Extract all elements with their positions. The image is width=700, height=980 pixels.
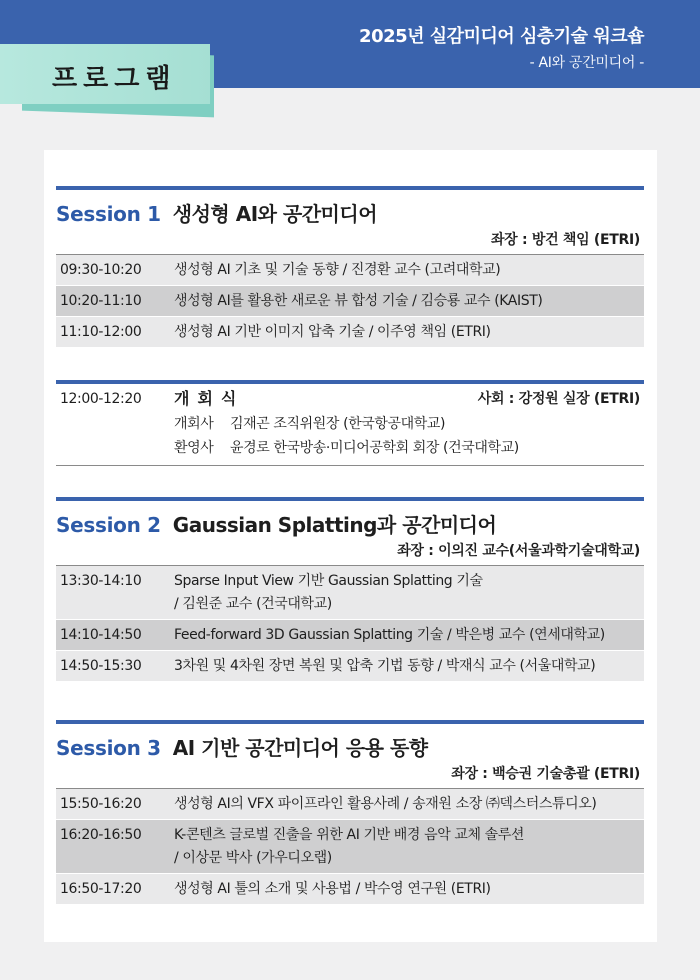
talk-row — [56, 286, 644, 317]
workshop-subtitle: - AI와 공간미디어 - — [529, 55, 644, 71]
talk-desc: 3차원 및 4차원 장면 복원 및 압축 기법 동향 / 박재식 교수 (서울대학교) — [174, 658, 596, 674]
session-rule — [56, 720, 644, 724]
talk-time: 14:50-15:30 — [60, 658, 142, 674]
program-card — [44, 150, 657, 942]
program-label: 프로그램 — [52, 64, 177, 94]
talk-list — [56, 254, 644, 348]
speech-row — [56, 436, 644, 460]
talk-list — [56, 788, 644, 905]
session-rule — [56, 186, 644, 190]
talk-desc: 생성형 AI 기초 및 기술 동향 / 진경환 교수 (고려대학교) — [174, 262, 501, 278]
session-header — [56, 509, 644, 539]
talk-time: 09:30-10:20 — [60, 262, 142, 278]
talk-desc: 생성형 AI 툴의 소개 및 사용법 / 박수영 연구원 (ETRI) — [174, 881, 491, 897]
talk-desc — [174, 570, 644, 619]
talk-desc: 생성형 AI의 VFX 파이프라인 활용사례 / 송재원 소장 ㈜덱스터스튜디오) — [174, 796, 597, 812]
speech-row — [56, 412, 644, 436]
talk-row — [56, 789, 644, 820]
session-2 — [56, 497, 644, 682]
talk-row — [56, 651, 644, 682]
talk-desc-line: / 이상문 박사 (가우디오랩) — [174, 850, 332, 866]
session-3 — [56, 720, 644, 905]
session-1 — [56, 186, 644, 348]
opening-title: 개회식 — [174, 389, 245, 408]
speech-speaker: 윤경로 한국방송·미디어공학회 회장 (건국대학교) — [230, 440, 519, 456]
session-title: Gaussian Splatting과 공간미디어 — [172, 513, 497, 537]
speech-speaker: 김재곤 조직위원장 (한국항공대학교) — [230, 416, 446, 432]
session-title: 생성형 AI와 공간미디어 — [172, 202, 378, 226]
opening-ceremony — [56, 380, 644, 466]
opening-time: 12:00-12:20 — [60, 391, 142, 407]
talk-time: 16:50-17:20 — [60, 881, 142, 897]
talk-row — [56, 820, 644, 874]
talk-desc: 생성형 AI 기반 이미지 압축 기술 / 이주영 책임 (ETRI) — [174, 324, 491, 340]
talk-row — [56, 317, 644, 348]
talk-time: 15:50-16:20 — [60, 796, 142, 812]
session-chair: 좌장 : 백승권 기술총괄 (ETRI) — [451, 766, 640, 782]
opening-host: 사회 : 강정원 실장 (ETRI) — [477, 391, 640, 407]
talk-time: 11:10-12:00 — [60, 324, 142, 340]
workshop-title: 2025년 실감미디어 심층기술 워크숍 — [359, 26, 644, 47]
session-number: Session 3 — [56, 736, 161, 760]
talk-row — [56, 566, 644, 620]
talk-row — [56, 874, 644, 905]
opening-bottom-rule — [56, 460, 644, 466]
session-number: Session 2 — [56, 513, 161, 537]
session-header — [56, 198, 644, 228]
talk-row — [56, 255, 644, 286]
program-badge — [0, 44, 210, 104]
talk-desc-line: K-콘텐츠 글로벌 진출을 위한 AI 기반 배경 음악 교체 솔루션 — [174, 827, 525, 843]
talk-list — [56, 565, 644, 682]
talk-row — [56, 620, 644, 651]
session-chair: 좌장 : 방건 책임 (ETRI) — [490, 232, 640, 248]
opening-header — [56, 384, 644, 412]
talk-desc — [174, 824, 644, 873]
talk-desc: Feed-forward 3D Gaussian Splatting 기술 / 박은병 교수 (연세대학교) — [174, 627, 605, 643]
session-title: AI 기반 공간미디어 응용 동향 — [172, 736, 428, 760]
talk-desc-line: / 김원준 교수 (건국대학교) — [174, 596, 332, 612]
session-number: Session 1 — [56, 202, 161, 226]
speech-role: 개회사 — [174, 416, 214, 432]
talk-time: 13:30-14:10 — [60, 573, 142, 589]
talk-time: 14:10-14:50 — [60, 627, 142, 643]
talk-desc-line: Sparse Input View 기반 Gaussian Splatting 기술 — [174, 573, 483, 589]
talk-time: 10:20-11:10 — [60, 293, 142, 309]
talk-desc: 생성형 AI를 활용한 새로운 뷰 합성 기술 / 김승룡 교수 (KAIST) — [174, 293, 543, 309]
speech-role: 환영사 — [174, 440, 214, 456]
session-chair: 좌장 : 이의진 교수(서울과학기술대학교) — [397, 543, 640, 559]
session-header — [56, 732, 644, 762]
talk-time: 16:20-16:50 — [60, 827, 142, 843]
session-rule — [56, 497, 644, 501]
